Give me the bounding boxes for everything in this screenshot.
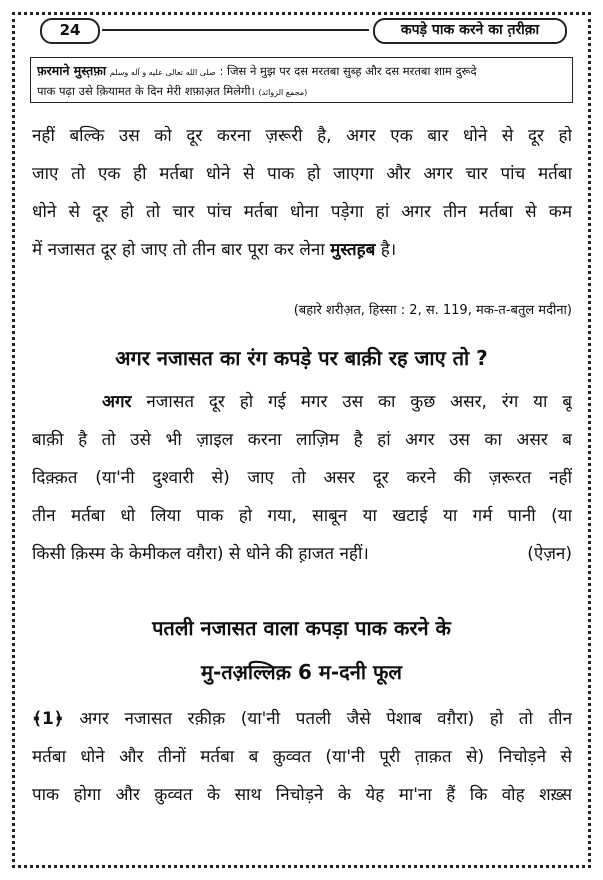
term-mustahab: मुस्तह़ब — [330, 240, 376, 260]
para1-line-3: धोने से दूर हो तो चार पांच मर्तबा धोना पड़ेगा हां अगर तीन मर्तबा से कम — [32, 202, 572, 222]
header-rule — [102, 29, 369, 31]
hadith-text-2: पाक पढ़ा उसे क़ियामत के दिन मेरी शफ़ाअ़त मिलेगी। — [37, 84, 255, 98]
para2-last-line: किसी क़िस्म के केमीकल वग़ैरा) से धोने की ह़ाजत नहीं। — [32, 544, 369, 564]
hadith-box — [30, 57, 573, 103]
arabic-salutation: صلى الله تعالى عليه و آله وسلم — [109, 68, 216, 77]
hadith-source: (مجمع الزوائد) — [258, 88, 308, 97]
para1-line-4-end: है। — [380, 240, 397, 260]
para3-line-1-rest: अगर नजासत रक़ीक़ (या'नी पतली जैसे पेशाब वग़ैरा) हो तो तीन — [79, 709, 572, 729]
para2-line-1-rest: नजासत दूर हो गई मगर उस का कुछ असर, रंग या बू — [146, 392, 572, 412]
page-number: 24 — [40, 18, 100, 44]
para3-line-3: पाक होगा और क़ुव्वत के साथ निचोड़ने के येह मा'ना हैं कि वोह शख़्स — [32, 785, 572, 805]
hadith-label: फ़रमाने मुस्त़फ़ा — [37, 63, 107, 78]
section-heading-2-line-2: मु-तअ़ल्लिक़ 6 म-दनी फूल — [200, 660, 402, 684]
para2-line-4: तीन मर्तबा धो लिया पाक हो गया, साबून या खटाई या गर्म पानी (या — [32, 506, 572, 526]
para2-line-2: बाक़ी है तो उसे भी ज़ाइल करना लाज़िम है हां अगर उस का असर ब — [32, 430, 572, 450]
para3-line-1 — [32, 700, 572, 738]
running-title: कपड़े पाक करने का त़रीक़ा — [373, 18, 567, 44]
section-heading-1: अगर नजासत का रंग कपड़े पर बाक़ी रह जाए तो ? — [115, 346, 488, 370]
section-heading-2-line-1: पतली नजासत वाला कपड़ा पाक करने के — [152, 616, 451, 640]
para2-line-3: दिक़्क़त (या'नी दुश्वारी से) जाए तो असर दूर करने की ज़रूरत नहीं — [32, 468, 572, 488]
para1-line-2: जाए तो एक ही मर्तबा धोने से पाक हो जाएगा और अगर चार पांच मर्तबा — [32, 164, 572, 184]
hadith-line-1 — [37, 61, 566, 82]
page-header — [22, 18, 581, 42]
para2-first-word: अगर — [102, 392, 132, 412]
paragraph-2 — [32, 383, 572, 573]
para1-line-4-start: में नजासत दूर हो जाए तो तीन बार पूरा कर लेना — [32, 240, 325, 260]
para2-line-5 — [32, 535, 572, 573]
para2-ref: (ऐज़न) — [527, 544, 572, 564]
hadith-line-2 — [37, 82, 566, 102]
paragraph-1 — [32, 117, 572, 269]
paragraph-3 — [32, 700, 572, 814]
para2-line-1 — [32, 383, 572, 421]
reference-1: (बहारे शरीअ़त, हिस्सा : 2, स. 119, मक-त-बतुल मदीना) — [293, 303, 572, 318]
para1-line-1: नहीं बल्कि उस को दूर करना ज़रूरी है, अगर एक बार धोने से दूर हो — [32, 126, 572, 146]
hadith-text-1: : जिस ने मुझ पर दस मरतबा सुब्ह़ और दस मरतबा शाम दुरूदे — [219, 64, 477, 78]
para3-line-2: मर्तबा धोने और तीनों मर्तबा ब क़ुव्वत (या'नी पूरी त़ाक़त से) निचोड़ने से — [32, 747, 572, 767]
para1-line-4 — [32, 231, 572, 269]
point-number: ﴾1﴿ — [32, 709, 64, 729]
